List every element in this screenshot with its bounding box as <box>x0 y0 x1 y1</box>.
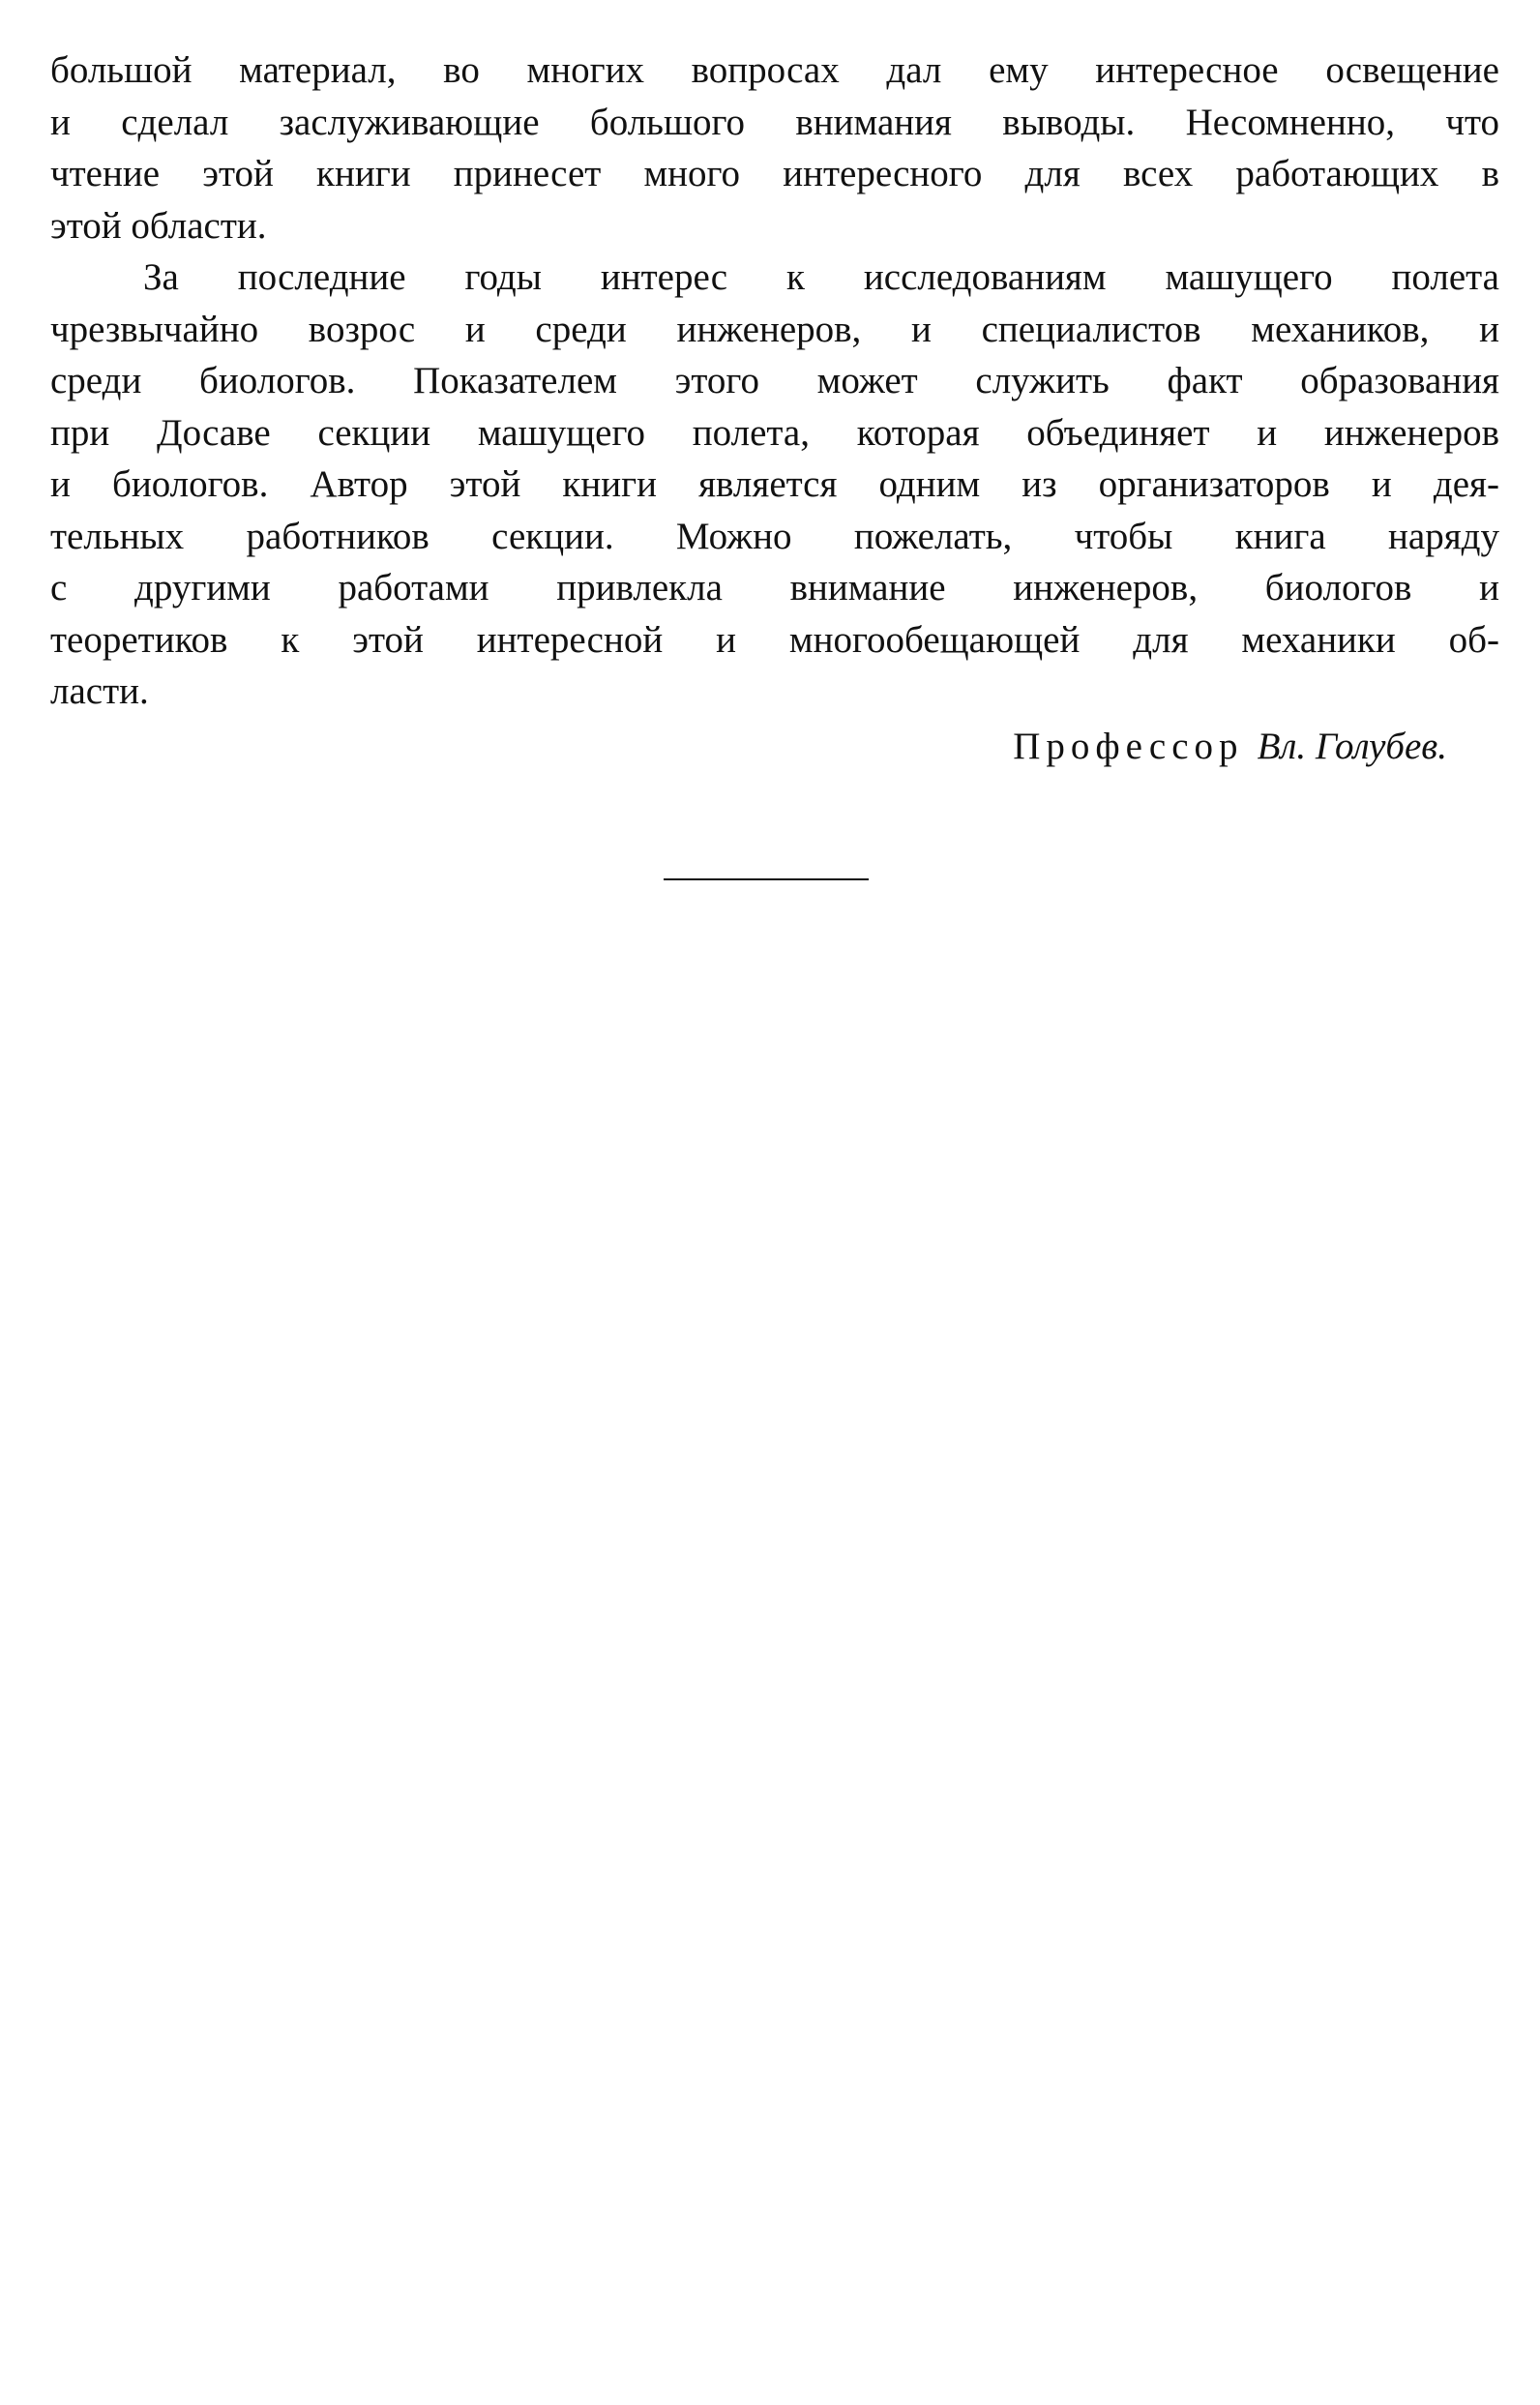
text-line: этой области. <box>50 204 267 247</box>
text-line: тельных работников секции. Можно пожелать, чтобы книга наряду <box>50 515 1499 557</box>
signature-title: Профессор <box>1013 726 1244 767</box>
text-line: и биологов. Автор этой книги является одним из организаторов и дея- <box>50 463 1499 505</box>
signature <box>1013 721 1447 772</box>
paragraph-continuation <box>50 45 1499 252</box>
text-line: чрезвычайно возрос и среди инженеров, и специалистов механиков, и <box>50 308 1499 350</box>
paragraph-main <box>50 252 1499 718</box>
text-line: среди биологов. Показателем этого может служить факт образования <box>50 360 1499 401</box>
text-line: с другими работами привлекла внимание инженеров, биологов и <box>50 567 1499 609</box>
text-line: при Досаве секции машущего полета, которая объединяет и инженеров <box>50 411 1499 454</box>
text-line: и сделал заслуживающие большого внимания выводы. Несомненно, что <box>50 101 1499 143</box>
section-divider <box>664 878 869 880</box>
text-line: За последние годы интерес к исследованиям машущего полета <box>143 256 1499 298</box>
text-line: теоретиков к этой интересной и многообещающей для механики об- <box>50 618 1499 661</box>
text-line: большой материал, во многих вопросах дал ему интересное освещение <box>50 49 1499 91</box>
text-line: чтение этой книги принесет много интересного для всех работающих в <box>50 153 1499 194</box>
signature-name: Вл. Голубев. <box>1257 726 1447 767</box>
text-line: ласти. <box>50 670 149 712</box>
